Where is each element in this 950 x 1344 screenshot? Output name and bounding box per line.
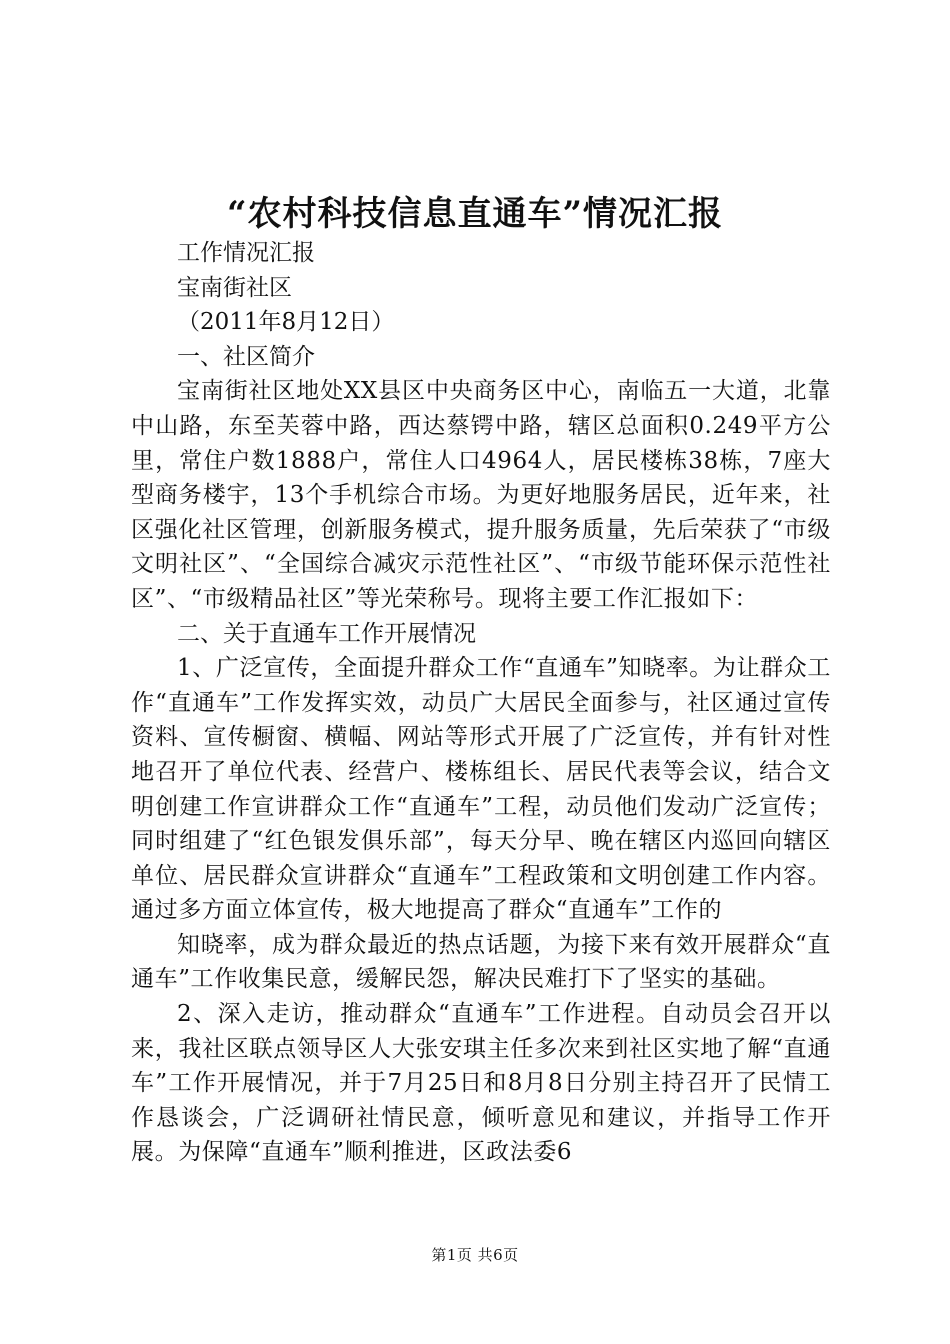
paragraph-awareness: 知晓率，成为群众最近的热点话题，为接下来有效开展群众“直通车”工作收集民意，缓解民怨，解决民难打下了坚实的基础。: [131, 931, 831, 993]
page-footer: 第1页 共6页: [431, 1246, 519, 1264]
paragraph-visits: 2、深入走访，推动群众“直通车”工作进程。自动员会召开以来，我社区联点领导区人大张安琪主任多次来到社区实地了解“直通车”工作开展情况，并于7月25日和8月8日分别主持召开了民情工作恳谈会，广泛调研社情民意，倾听意见和建议，并指导工作开展。为保障“直通车”顺利推进，区政法委6: [131, 1001, 831, 1166]
document-body: [131, 236, 831, 1170]
paragraph-community-intro: 宝南街社区地处XX县区中央商务区中心，南临五一大道，北靠中山路，东至芙蓉中路，西达蔡锷中路，辖区总面积0.249平方公里，常住户数1888户，常住人口4964人，居民楼栋38栋，7座大型商务楼宇，13个手机综合市场。为更好地服务居民，近年来，社区强化社区管理，创新服务模式，提升服务质量，先后荣获了“市级文明社区”、“全国综合减灾示范性社区”、“市级节能环保示范性社区”、“市级精品社区”等光荣称号。现将主要工作汇报如下：: [131, 378, 831, 612]
paragraph-publicity: 1、广泛宣传，全面提升群众工作“直通车”知晓率。为让群众工作“直通车”工作发挥实效，动员广大居民全面参与，社区通过宣传资料、宣传橱窗、横幅、网站等形式开展了广泛宣传，并有针对性地召开了单位代表、经营户、楼栋组长、居民代表等会议，结合文明创建工作宣讲群众工作“直通车”工程，动员他们发动广泛宣传；同时组建了“红色银发俱乐部”，每天分早、晚在辖区内巡回向辖区单位、居民群众宣讲群众“直通车”工程政策和文明创建工作内容。通过多方面立体宣传，极大地提高了群众“直通车”工作的: [131, 655, 831, 924]
section-heading-intro: 一、社区简介: [177, 343, 315, 370]
document-title: “农村科技信息直通车”情况汇报: [226, 194, 724, 234]
report-subtitle: 工作情况汇报: [177, 240, 315, 266]
report-date: （2011年8月12日）: [177, 309, 395, 336]
community-name: 宝南街社区: [177, 274, 292, 301]
section-heading-work: 二、关于直通车工作开展情况: [177, 620, 476, 647]
